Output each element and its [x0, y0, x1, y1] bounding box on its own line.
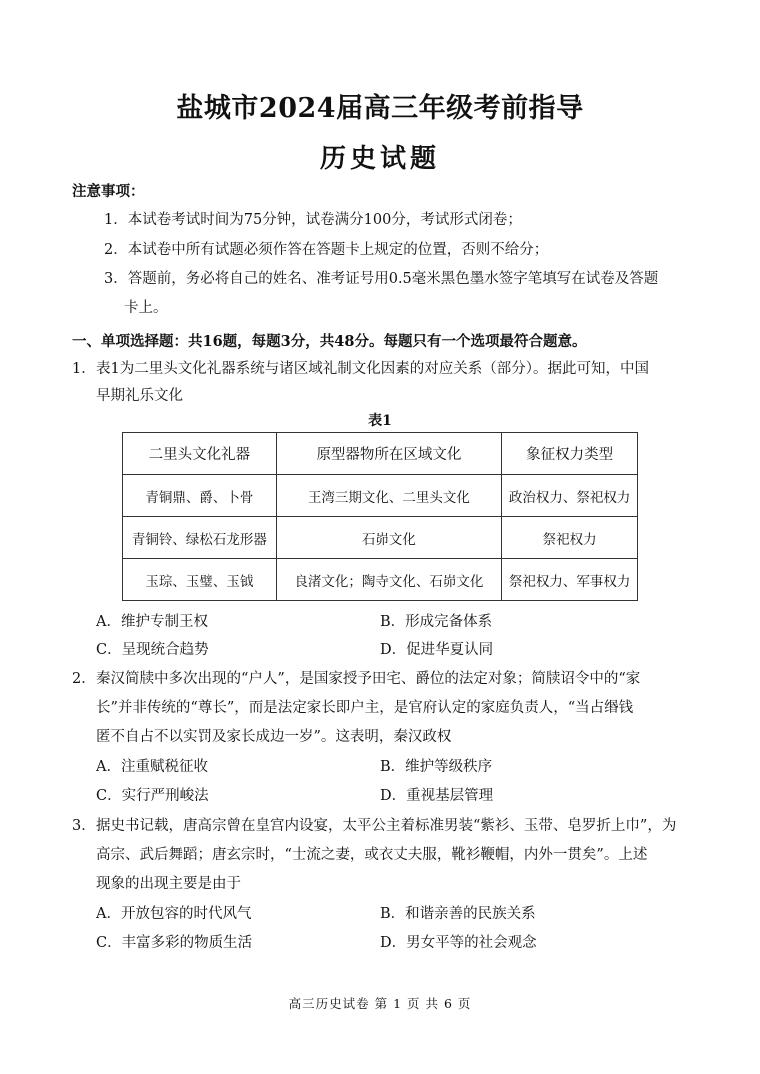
table-row: [123, 475, 638, 517]
relation-table: [122, 432, 638, 601]
question-2-line-1: 秦汉简牍中多次出现的“户人”，是国家授予田宅、爵位的法定对象；简牍诏令中的“家: [96, 671, 641, 687]
question-3-option-b: B．和谐亲善的民族关系: [380, 906, 536, 922]
question-2-line-2: 长”并非传统的“尊长”，而是法定家长即户主，是官府认定的家庭负责人，“当占缗钱: [96, 700, 634, 716]
table-cell: 石峁文化: [276, 517, 501, 559]
question-1-option-b: B．形成完备体系: [380, 614, 493, 630]
table-header-row: [123, 433, 638, 475]
question-3-option-c: C．丰富多彩的物质生活: [96, 935, 253, 951]
question-2-option-c: C．实行严刑峻法: [96, 788, 209, 804]
table-caption: 表1: [368, 413, 392, 429]
section-heading: 一、单项选择题：共16题，每题3分，共48分。每题只有一个选项最符合题意。: [72, 333, 587, 350]
table-cell: 良渚文化；陶寺文化、石峁文化: [276, 559, 501, 601]
table-cell: 祭祀权力、军事权力: [502, 559, 638, 601]
table-cell: 王湾三期文化、二里头文化: [276, 475, 501, 517]
table-row: [123, 559, 638, 601]
question-1-option-a: A．维护专制王权: [96, 614, 208, 630]
table-cell: 青铜鼎、爵、卜骨: [123, 475, 277, 517]
question-3-number: 3．: [72, 818, 96, 834]
notes-heading: 注意事项：: [72, 183, 145, 200]
note-item-1: 1．本试卷考试时间为75分钟，试卷满分100分，考试形式闭卷；: [104, 212, 522, 228]
table-cell: 玉琮、玉璧、玉钺: [123, 559, 277, 601]
note-item-2: 2．本试卷中所有试题必须作答在答题卡上规定的位置，否则不给分；: [104, 242, 549, 258]
table-cell: 祭祀权力: [502, 517, 638, 559]
question-2-option-a: A．注重赋税征收: [96, 759, 208, 775]
table-cell: 政治权力、祭祀权力: [502, 475, 638, 517]
question-1-option-c: C．呈现统合趋势: [96, 642, 209, 658]
exam-subtitle: 历史试题: [319, 144, 440, 174]
table-header-cell: 象征权力类型: [502, 433, 638, 475]
table-cell: 青铜铃、绿松石龙形器: [123, 517, 277, 559]
exam-title: 盐城市2024届高三年级考前指导: [176, 93, 584, 124]
note-item-3-cont: 卡上。: [124, 300, 168, 316]
question-3-option-d: D．男女平等的社会观念: [380, 935, 537, 951]
question-3-option-a: A．开放包容的时代风气: [96, 906, 252, 922]
table-header-cell: 二里头文化礼器: [123, 433, 277, 475]
question-2-option-d: D．重视基层管理: [380, 788, 494, 804]
question-2-line-3: 匿不自占不以实罚及家长成边一岁”。这表明，秦汉政权: [96, 729, 452, 745]
question-1-number: 1．: [72, 361, 96, 377]
question-3-line-2: 高宗、武后舞蹈；唐玄宗时，“士流之妻，或衣丈夫服，靴衫鞭帽，内外一贯矣”。上述: [96, 847, 648, 863]
table-row: [123, 517, 638, 559]
page-footer: 高三历史试卷 第 1 页 共 6 页: [288, 996, 472, 1011]
question-1-line-1: 表1为二里头文化礼器系统与诸区域礼制文化因素的对应关系（部分）。据此可知，中国: [96, 361, 649, 377]
table-header-cell: 原型器物所在区域文化: [276, 433, 501, 475]
note-item-3: 3．答题前，务必将自己的姓名、准考证号用0.5毫米黑色墨水签字笔填写在试卷及答题: [104, 271, 659, 287]
question-3-line-3: 现象的出现主要是由于: [96, 876, 241, 892]
question-2-option-b: B．维护等级秩序: [380, 759, 493, 775]
question-1-line-2: 早期礼乐文化: [96, 388, 183, 404]
question-3-line-1: 据史书记载，唐高宗曾在皇宫内设宴，太平公主着标准男装“紫衫、玉带、皂罗折上巾”，为: [96, 818, 677, 834]
question-2-number: 2．: [72, 671, 96, 687]
question-1-option-d: D．促进华夏认同: [380, 642, 494, 658]
